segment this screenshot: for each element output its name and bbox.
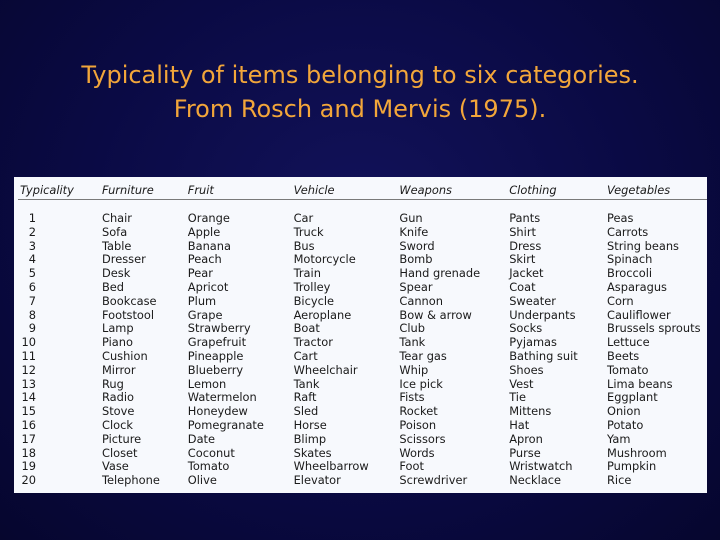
item-cell-furniture: Cushion — [101, 348, 148, 363]
item-cell-furniture: Radio — [101, 390, 134, 405]
item-cell-vehicle: Wheelchair — [293, 362, 358, 377]
item-cell-fruit: Banana — [187, 238, 231, 253]
item-cell-fruit: Peach — [187, 252, 222, 267]
table-row — [18, 364, 707, 378]
item-cell-fruit: Plum — [187, 293, 217, 308]
item-cell-vehicle: Train — [293, 266, 321, 281]
item-cell-vegetables: Peas — [607, 211, 634, 225]
item-cell-clothing: Mittens — [509, 404, 552, 419]
item-cell-clothing: Bathing suit — [509, 348, 578, 363]
item-cell-fruit: Tomato — [187, 459, 230, 474]
typicality-rank-cell: 1 — [28, 211, 36, 225]
item-cell-weapons: Knife — [399, 224, 429, 239]
item-cell-furniture: Dresser — [101, 252, 146, 267]
typicality-rank-cell: 10 — [21, 335, 36, 350]
item-cell-vehicle: Aeroplane — [293, 307, 352, 322]
item-cell-weapons: Ice pick — [399, 376, 443, 391]
typicality-rank-cell: 18 — [21, 445, 36, 460]
item-cell-weapons: Bomb — [399, 252, 433, 267]
item-cell-clothing: Socks — [509, 321, 543, 336]
item-cell-vegetables: Broccoli — [607, 266, 653, 281]
item-cell-furniture: Piano — [101, 335, 133, 350]
item-cell-weapons: Foot — [399, 459, 424, 474]
item-cell-clothing: Wristwatch — [509, 459, 573, 474]
typicality-rank-cell: 5 — [28, 266, 36, 281]
item-cell-vehicle: Tractor — [293, 335, 333, 350]
title-line-2: From Rosch and Mervis (1975). — [173, 95, 547, 123]
typicality-rank-cell: 4 — [28, 252, 36, 267]
item-cell-weapons: Spear — [399, 279, 433, 294]
column-header-weapons: Weapons — [397, 180, 507, 200]
item-cell-clothing: Hat — [509, 417, 530, 432]
typicality-rank-cell: 15 — [21, 404, 36, 419]
item-cell-fruit: Pear — [187, 266, 213, 281]
item-cell-fruit: Olive — [187, 473, 217, 488]
typicality-rank-cell: 14 — [21, 390, 36, 405]
item-cell-furniture: Closet — [101, 445, 138, 460]
item-cell-weapons: Words — [399, 445, 435, 460]
slide-title — [0, 58, 720, 126]
item-cell-fruit: Grape — [187, 307, 223, 322]
item-cell-furniture: Picture — [101, 431, 142, 446]
table-row — [18, 295, 707, 309]
item-cell-furniture: Bookcase — [101, 293, 157, 308]
item-cell-furniture: Footstool — [101, 307, 155, 322]
item-cell-vehicle: Tank — [293, 376, 320, 391]
item-cell-weapons: Rocket — [399, 404, 438, 419]
column-header-fruit: Fruit — [186, 180, 292, 200]
item-cell-vegetables: Brussels sprouts — [607, 321, 701, 336]
item-cell-clothing: Coat — [509, 279, 536, 294]
table-row — [18, 240, 707, 254]
item-cell-vehicle: Cart — [293, 348, 318, 363]
item-cell-weapons: Cannon — [399, 293, 443, 308]
item-cell-fruit: Coconut — [187, 445, 235, 460]
item-cell-vegetables: Carrots — [607, 224, 649, 239]
item-cell-vehicle: Sled — [293, 404, 319, 419]
table-row — [18, 391, 707, 405]
table-row — [18, 433, 707, 447]
item-cell-weapons: Gun — [399, 211, 423, 225]
item-cell-clothing: Sweater — [509, 293, 556, 308]
table-row — [18, 226, 707, 240]
item-cell-weapons: Tear gas — [399, 348, 447, 363]
item-cell-vehicle: Trolley — [293, 279, 331, 294]
typicality-table — [18, 180, 707, 488]
item-cell-vehicle: Bicycle — [293, 293, 335, 308]
item-cell-furniture: Sofa — [101, 224, 128, 239]
typicality-rank-cell: 3 — [28, 238, 36, 253]
item-cell-weapons: Screwdriver — [399, 473, 468, 488]
table-row — [18, 336, 707, 350]
item-cell-vegetables: Corn — [607, 293, 634, 308]
item-cell-weapons: Scissors — [399, 431, 446, 446]
item-cell-furniture: Table — [101, 238, 132, 253]
column-header-clothing: Clothing — [507, 180, 605, 200]
item-cell-weapons: Club — [399, 321, 425, 336]
item-cell-weapons: Sword — [399, 238, 435, 253]
item-cell-weapons: Whip — [399, 362, 429, 377]
table-row — [18, 309, 707, 323]
header-row — [18, 180, 707, 200]
typicality-rank-cell: 16 — [21, 417, 36, 432]
item-cell-vehicle: Skates — [293, 445, 332, 460]
table-row — [18, 212, 707, 226]
item-cell-fruit: Blueberry — [187, 362, 244, 377]
item-cell-vegetables: Eggplant — [607, 390, 658, 405]
item-cell-fruit: Grapefruit — [187, 335, 247, 350]
typicality-rank-cell: 8 — [28, 307, 36, 322]
table-row — [18, 267, 707, 281]
item-cell-furniture: Clock — [101, 417, 133, 432]
typicality-rank-cell: 20 — [21, 473, 36, 488]
item-cell-vehicle: Bus — [293, 238, 315, 253]
item-cell-furniture: Stove — [101, 404, 135, 419]
item-cell-vehicle: Horse — [293, 417, 327, 432]
item-cell-vegetables: Potato — [607, 417, 644, 432]
item-cell-vehicle: Motorcycle — [293, 252, 356, 267]
item-cell-clothing: Jacket — [509, 266, 544, 281]
item-cell-weapons: Fists — [399, 390, 425, 405]
table-body — [18, 200, 707, 488]
table-row — [18, 378, 707, 392]
item-cell-vegetables: Spinach — [607, 252, 653, 267]
table-row — [18, 447, 707, 461]
item-cell-vehicle: Car — [293, 211, 314, 225]
item-cell-clothing: Tie — [509, 390, 526, 405]
item-cell-furniture: Chair — [101, 211, 132, 225]
item-cell-vegetables: Asparagus — [607, 279, 667, 294]
table-row — [18, 405, 707, 419]
item-cell-weapons: Tank — [399, 335, 426, 350]
item-cell-furniture: Rug — [101, 376, 124, 391]
item-cell-vehicle: Raft — [293, 390, 317, 405]
item-cell-fruit: Date — [187, 431, 216, 446]
typicality-rank-cell: 17 — [21, 431, 36, 446]
table-row — [18, 253, 707, 267]
column-header-vehicle: Vehicle — [292, 180, 398, 200]
item-cell-clothing: Shirt — [509, 224, 536, 239]
typicality-rank-cell: 12 — [21, 362, 36, 377]
item-cell-clothing: Purse — [509, 445, 541, 460]
typicality-table-panel — [14, 177, 707, 493]
typicality-rank-cell: 13 — [21, 376, 36, 391]
item-cell-vegetables: Beets — [607, 348, 640, 363]
item-cell-vehicle: Wheelbarrow — [293, 459, 369, 474]
table-row — [18, 350, 707, 364]
item-cell-clothing: Underpants — [509, 307, 576, 322]
typicality-rank-cell: 19 — [21, 459, 36, 474]
table-header — [18, 180, 707, 200]
item-cell-vegetables: Tomato — [607, 362, 649, 377]
item-cell-clothing: Necklace — [509, 473, 562, 488]
item-cell-furniture: Mirror — [101, 362, 136, 377]
item-cell-furniture: Lamp — [101, 321, 134, 336]
column-header-vegetables: Vegetables — [605, 180, 707, 200]
item-cell-vehicle: Truck — [293, 224, 324, 239]
item-cell-clothing: Pyjamas — [509, 335, 557, 350]
typicality-rank-cell: 7 — [28, 293, 36, 308]
item-cell-clothing: Shoes — [509, 362, 544, 377]
item-cell-vegetables: Lima beans — [607, 376, 673, 391]
item-cell-weapons: Hand grenade — [399, 266, 481, 281]
typicality-rank-cell: 2 — [28, 224, 36, 239]
item-cell-furniture: Vase — [101, 459, 129, 474]
item-cell-vegetables: Mushroom — [607, 445, 667, 460]
table-row — [18, 322, 707, 336]
table-row — [18, 460, 707, 474]
column-header-typicality: Typicality — [18, 180, 100, 200]
item-cell-fruit: Honeydew — [187, 404, 248, 419]
item-cell-clothing: Apron — [509, 431, 543, 446]
item-cell-vegetables: Lettuce — [607, 335, 650, 350]
item-cell-vegetables: Cauliflower — [607, 307, 671, 322]
item-cell-furniture: Bed — [101, 279, 125, 294]
item-cell-vegetables: Yam — [607, 431, 631, 446]
item-cell-fruit: Orange — [187, 211, 230, 225]
item-cell-fruit: Apricot — [187, 279, 229, 294]
column-header-furniture: Furniture — [100, 180, 186, 200]
typicality-rank-cell: 11 — [21, 348, 36, 363]
item-cell-fruit: Apple — [187, 224, 221, 239]
item-cell-clothing: Vest — [509, 376, 534, 391]
item-cell-fruit: Watermelon — [187, 390, 257, 405]
item-cell-clothing: Pants — [509, 211, 541, 225]
item-cell-vehicle: Blimp — [293, 431, 327, 446]
typicality-rank-cell: 6 — [28, 279, 36, 294]
table-row — [18, 419, 707, 433]
item-cell-weapons: Bow & arrow — [399, 307, 472, 322]
typicality-rank-cell: 9 — [28, 321, 36, 336]
item-cell-clothing: Skirt — [509, 252, 536, 267]
item-cell-vegetables: String beans — [607, 238, 679, 253]
table-row — [18, 281, 707, 295]
item-cell-furniture: Desk — [101, 266, 131, 281]
table-row — [18, 474, 707, 488]
item-cell-vegetables: Rice — [607, 473, 632, 488]
title-line-1: Typicality of items belonging to six categories. — [81, 61, 639, 89]
item-cell-vegetables: Pumpkin — [607, 459, 657, 474]
item-cell-vegetables: Onion — [607, 404, 641, 419]
item-cell-vehicle: Elevator — [293, 473, 341, 488]
item-cell-weapons: Poison — [399, 417, 437, 432]
item-cell-fruit: Pomegranate — [187, 417, 264, 432]
item-cell-fruit: Strawberry — [187, 321, 251, 336]
item-cell-fruit: Pineapple — [187, 348, 244, 363]
item-cell-furniture: Telephone — [101, 473, 160, 488]
item-cell-clothing: Dress — [509, 238, 542, 253]
item-cell-fruit: Lemon — [187, 376, 227, 391]
item-cell-vehicle: Boat — [293, 321, 320, 336]
